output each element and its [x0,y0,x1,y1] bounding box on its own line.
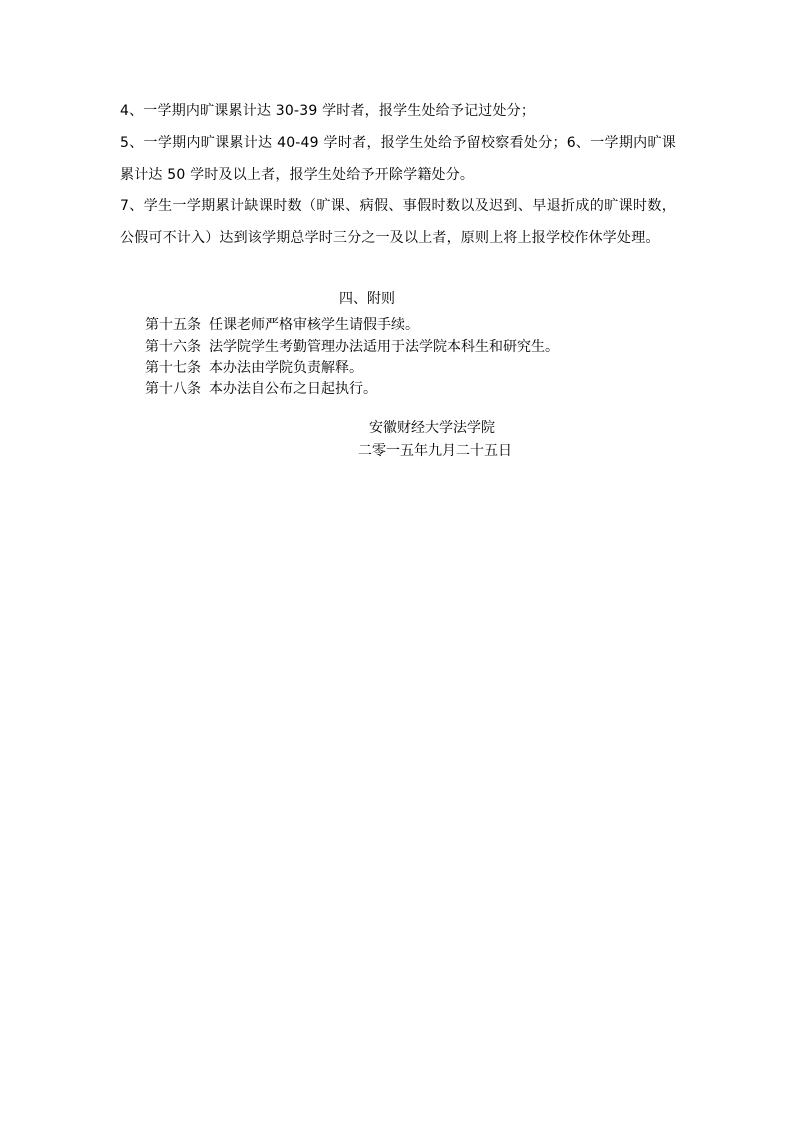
article-text: 任课老师严格审核学生请假手续。 [209,317,419,333]
article-number: 第十五条 [145,317,201,333]
article-text: 法学院学生考勤管理办法适用于法学院本科生和研究生。 [209,339,559,355]
article-text: 本办法由学院负责解释。 [209,360,363,376]
article-16 [145,336,559,358]
signature-date: 二零一五年九月二十五日 [358,443,512,459]
article-17 [145,357,363,379]
signature-organization: 安徽财经大学法学院 [369,420,495,436]
article-number: 第十八条 [145,381,201,397]
article-15 [145,314,419,336]
section-heading: 四、附则 [339,291,395,307]
article-number: 第十七条 [145,360,201,376]
article-18 [145,378,377,400]
article-number: 第十六条 [145,339,201,355]
paragraph-item-5-6: 5、一学期内旷课累计达 40-49 学时者，报学生处给予留校察看处分；6、一学期内旷课累计达 50 学时及以上者，报学生处给予开除学籍处分。 [120,135,676,183]
paragraph-item-4: 4、一学期内旷课累计达 30-39 学时者，报学生处给予记过处分； [120,103,536,119]
article-text: 本办法自公布之日起执行。 [209,381,377,397]
paragraph-item-7: 7、学生一学期累计缺课时数（旷课、病假、事假时数以及迟到、早退折成的旷课时数，公假可不计入）达到该学期总学时三分之一及以上者，原则上将上报学校作休学处理。 [120,198,676,246]
